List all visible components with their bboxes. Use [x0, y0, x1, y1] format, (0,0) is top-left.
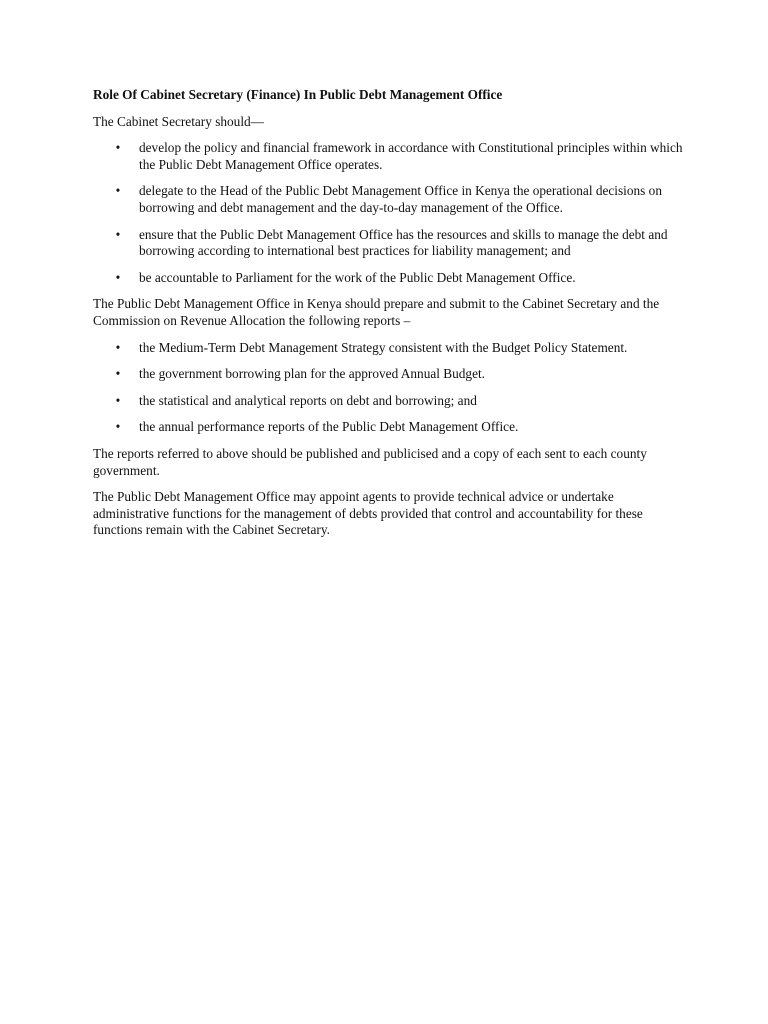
list-item [93, 140, 683, 173]
agents-paragraph: The Public Debt Management Office may appoint agents to provide technical advice or undertake administrative functions for the management of debts provided that control and accountability for these functions remain with the Cabinet Secretary. [93, 489, 643, 538]
document-page [93, 87, 683, 549]
list-item-text: develop the policy and financial framework in accordance with Constitutional principles within which the Public Debt Management Office operates. [139, 140, 683, 172]
intro-paragraph: The Cabinet Secretary should— [93, 113, 264, 129]
list-item [93, 227, 683, 260]
document-title: Role Of Cabinet Secretary (Finance) In Public Debt Management Office [93, 87, 503, 102]
bullet-icon: • [115, 140, 121, 156]
list-item [93, 270, 683, 287]
reports-list [93, 340, 683, 436]
list-item-text: the annual performance reports of the Public Debt Management Office. [139, 419, 519, 435]
list-item [93, 366, 683, 383]
duties-list [93, 140, 683, 286]
list-item [93, 393, 683, 410]
list-item [93, 340, 683, 357]
publication-paragraph: The reports referred to above should be published and publicised and a copy of each sent to each county government. [93, 445, 647, 478]
list-item [93, 183, 683, 216]
list-item-text: the statistical and analytical reports on debt and borrowing; and [139, 392, 477, 408]
bullet-icon: • [115, 183, 121, 199]
list-item-text: be accountable to Parliament for the work of the Public Debt Management Office. [139, 269, 576, 285]
list-item-text: delegate to the Head of the Public Debt Management Office in Kenya the operational decisions on borrowing and debt management and the day-to-day management of the Office. [139, 183, 662, 215]
reports-intro-paragraph: The Public Debt Management Office in Kenya should prepare and submit to the Cabinet Secretary and the Commission on Revenue Allocation the following reports – [93, 296, 660, 328]
list-item-text: the Medium-Term Debt Management Strategy consistent with the Budget Policy Statement. [139, 339, 628, 355]
bullet-icon: • [115, 269, 121, 285]
bullet-icon: • [115, 339, 121, 355]
bullet-icon: • [115, 392, 121, 408]
bullet-icon: • [115, 419, 121, 435]
bullet-icon: • [115, 226, 121, 242]
list-item-text: ensure that the Public Debt Management Office has the resources and skills to manage the debt and borrowing according to international best practices for liability management; and [139, 226, 668, 259]
list-item [93, 419, 683, 436]
bullet-icon: • [115, 366, 121, 382]
list-item-text: the government borrowing plan for the approved Annual Budget. [139, 366, 486, 382]
